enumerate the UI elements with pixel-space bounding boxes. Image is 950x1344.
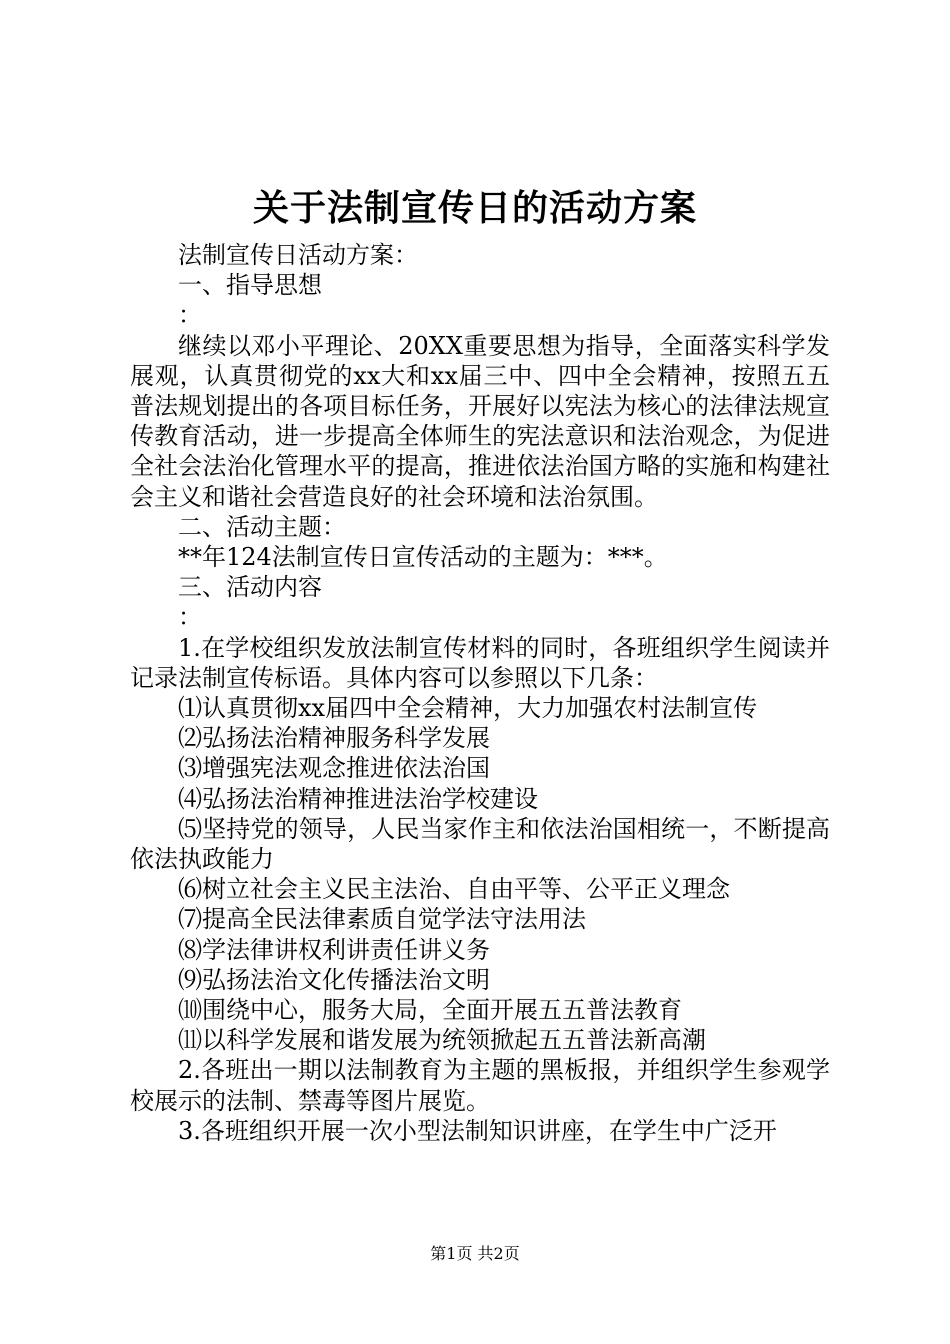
paragraph-colon: ： [178, 301, 202, 330]
slogan-item: ⑽围绕中心，服务大局，全面开展五五普法教育 [178, 996, 682, 1025]
page-title: 关于法制宣传日的活动方案 [252, 187, 697, 229]
slogan-item: ⑼弘扬法治文化传播法治文明 [178, 965, 490, 994]
paragraph-theme: **年124法制宣传日宣传活动的主题为：***。 [178, 543, 668, 572]
paragraph-item-3: 3.各班组织开展一次小型法制知识讲座，在学生中广泛开 [178, 1116, 777, 1145]
slogan-item: ⑴认真贯彻xx届四中全会精神，大力加强农村法制宣传 [178, 694, 758, 723]
section-heading-content: 三、活动内容 [178, 573, 322, 602]
paragraph-item-1: 1.在学校组织发放法制宣传材料的同时，各班组织学生阅读并记录法制宣传标语。具体内容可以参照以下几条： [130, 633, 830, 692]
slogan-item: ⑹树立社会主义民主法治、自由平等、公平正义理念 [178, 875, 730, 904]
section-heading-theme: 二、活动主题： [178, 512, 346, 541]
page-footer: 第1页 共2页 [430, 1244, 520, 1263]
slogan-item: ⑾以科学发展和谐发展为统领掀起五五普法新高潮 [178, 1026, 706, 1055]
paragraph-intro: 法制宣传日活动方案： [178, 241, 418, 269]
paragraph-colon: ： [178, 603, 202, 632]
slogan-item: ⑺提高全民法律素质自觉学法守法用法 [178, 905, 586, 934]
section-heading-guiding-ideology: 一、指导思想 [178, 271, 322, 300]
slogan-item: ⑻学法律讲权利讲责任讲义务 [178, 935, 490, 964]
paragraph-item-2: 2.各班出一期以法制教育为主题的黑板报，并组织学生参观学校展示的法制、禁毒等图片展览。 [130, 1056, 830, 1115]
document-body [130, 240, 830, 1146]
slogan-item: ⑶增强宪法观念推进依法治国 [178, 754, 490, 783]
slogan-item: ⑷弘扬法治精神推进法治学校建设 [178, 784, 538, 813]
slogan-item: ⑸坚持党的领导，人民当家作主和依法治国相统一，不断提高依法执政能力 [130, 814, 830, 874]
paragraph-guiding-content: 继续以邓小平理论、20XX重要思想为指导，全面落实科学发展观，认真贯彻党的xx大和xx届三中、四中全会精神，按照五五普法规划提出的各项目标任务，开展好以宪法为核心的法律法规宣传教育活动，进一步提高全体师生的宪法意识和法治观念，为促进全社会法治化管理水平的提高，推进依法治国方略的实施和构建社会主义和谐社会营造良好的社会环境和法治氛围。 [130, 331, 830, 511]
slogan-item: ⑵弘扬法治精神服务科学发展 [178, 724, 490, 753]
